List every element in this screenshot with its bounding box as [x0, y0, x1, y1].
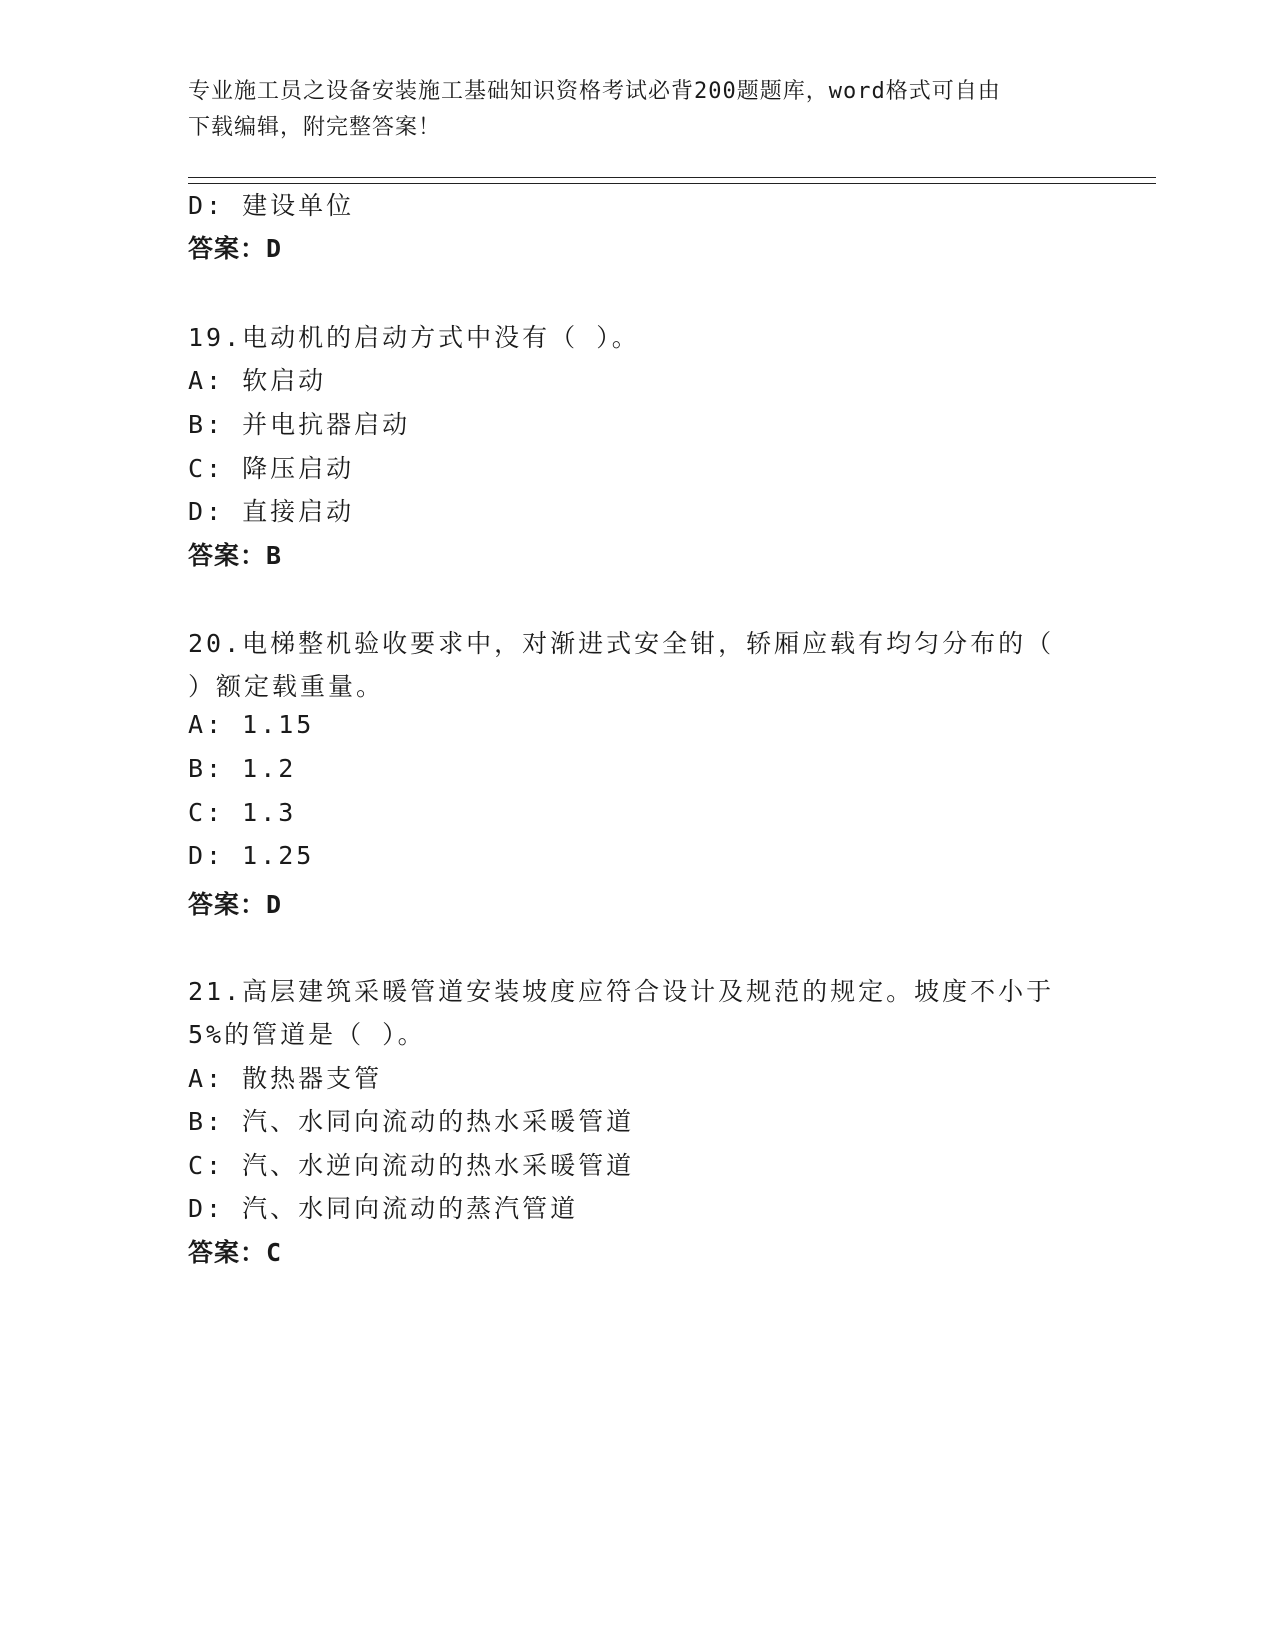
option-d: D: 汽、水同向流动的蒸汽管道 [188, 1194, 579, 1223]
header-divider-bottom [188, 183, 1156, 184]
answer: 答案：D [188, 890, 283, 919]
option-a: A: 软启动 [188, 366, 327, 395]
option-c: C: 降压启动 [188, 454, 355, 483]
document-header [188, 74, 1088, 146]
answer: 答案：D [188, 234, 283, 263]
question-stem-line-1: 20.电梯整机验收要求中，对渐进式安全钳，轿厢应载有均匀分布的（ [188, 629, 1055, 658]
option-d: D: 1.25 [188, 841, 315, 870]
option-b: B: 1.2 [188, 754, 297, 783]
option-a: A: 1.15 [188, 710, 315, 739]
question-stem-line-2: ）额定载重量。 [188, 672, 385, 701]
option-a: A: 散热器支管 [188, 1064, 383, 1093]
question-stem-line-2: 5%的管道是（ ）。 [188, 1020, 426, 1049]
answer: 答案：C [188, 1238, 283, 1267]
header-line-1: 专业施工员之设备安装施工基础知识资格考试必背200题题库，word格式可自由 [188, 79, 1001, 104]
header-divider-top [188, 177, 1156, 178]
question-stem: 19.电动机的启动方式中没有（ ）。 [188, 323, 640, 352]
option-b: B: 并电抗器启动 [188, 410, 411, 439]
option-c: C: 汽、水逆向流动的热水采暖管道 [188, 1151, 635, 1180]
answer: 答案：B [188, 541, 283, 570]
option-d: D: 直接启动 [188, 497, 355, 526]
option-b: B: 汽、水同向流动的热水采暖管道 [188, 1107, 635, 1136]
header-line-2: 下载编辑，附完整答案！ [188, 115, 442, 140]
question-stem-line-1: 21.高层建筑采暖管道安装坡度应符合设计及规范的规定。坡度不小于 [188, 977, 1055, 1006]
option-d: D: 建设单位 [188, 191, 355, 220]
option-c: C: 1.3 [188, 798, 297, 827]
